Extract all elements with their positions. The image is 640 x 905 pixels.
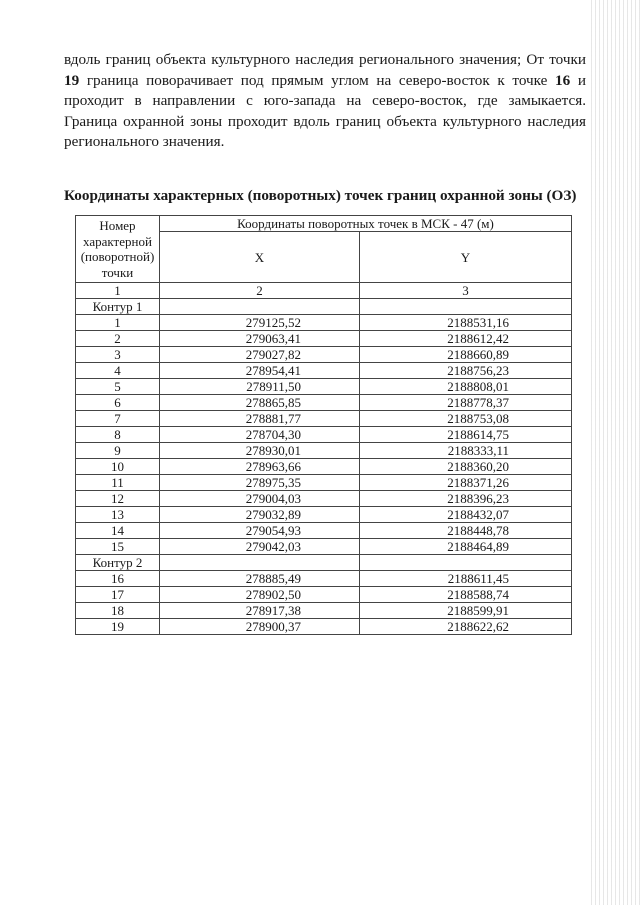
x-coordinate-cell: 278704,30	[160, 427, 360, 443]
x-coordinate-cell: 279054,93	[160, 523, 360, 539]
point-number-cell: 7	[76, 411, 160, 427]
x-coordinate-cell: 279004,03	[160, 491, 360, 507]
y-coordinate-cell: 2188464,89	[360, 539, 572, 555]
y-coordinate-cell: 2188448,78	[360, 523, 572, 539]
y-coordinate-cell: 2188622,62	[360, 619, 572, 635]
x-coordinate-cell: 278911,50	[160, 379, 360, 395]
y-coordinate-cell: 2188360,20	[360, 459, 572, 475]
point-number-cell: 15	[76, 539, 160, 555]
column-number-row	[76, 283, 572, 299]
x-coordinate-cell: 279032,89	[160, 507, 360, 523]
y-coordinate-cell: 2188778,37	[360, 395, 572, 411]
x-coordinate-cell: 278900,37	[160, 619, 360, 635]
table-row	[76, 491, 572, 507]
point-number-cell: 8	[76, 427, 160, 443]
y-coordinate-cell: 2188614,75	[360, 427, 572, 443]
point-number-cell: 2	[76, 331, 160, 347]
x-coordinate-cell: 278881,77	[160, 411, 360, 427]
y-coordinate-cell: 2188333,11	[360, 443, 572, 459]
table-row	[76, 571, 572, 587]
x-coordinate-cell: 278865,85	[160, 395, 360, 411]
x-coordinate-cell: 279125,52	[160, 315, 360, 331]
point-number-cell: 6	[76, 395, 160, 411]
table-row	[76, 395, 572, 411]
table-row	[76, 363, 572, 379]
table-row	[76, 539, 572, 555]
header-point-number: Номер характерной (поворотной) точки	[76, 216, 160, 283]
point-number-cell: 3	[76, 347, 160, 363]
y-coordinate-cell: 2188612,42	[360, 331, 572, 347]
contour-empty-cell	[360, 555, 572, 571]
column-number-2: 2	[160, 283, 360, 299]
table-row	[76, 315, 572, 331]
x-coordinate-cell: 279063,41	[160, 331, 360, 347]
scan-edge-lines	[588, 0, 640, 905]
x-coordinate-cell: 278917,38	[160, 603, 360, 619]
body-paragraph	[64, 50, 586, 153]
point-number-cell: 18	[76, 603, 160, 619]
y-coordinate-cell: 2188396,23	[360, 491, 572, 507]
table-title: Координаты характерных (поворотных) точек границ охранной зоны (ОЗ)	[64, 187, 577, 204]
y-coordinate-cell: 2188660,89	[360, 347, 572, 363]
point-number-cell: 14	[76, 523, 160, 539]
table-row	[76, 411, 572, 427]
contour-label: Контур 1	[76, 299, 160, 315]
y-coordinate-cell: 2188531,16	[360, 315, 572, 331]
paragraph-text-3: и проходит в направлении с юго-запада на северо-восток, где замыкается. Граница охранной зоны проходит вдоль границ объекта культурного наследия регионального значения.	[64, 71, 586, 150]
x-coordinate-cell: 278963,66	[160, 459, 360, 475]
point-number-cell: 9	[76, 443, 160, 459]
point-number-cell: 11	[76, 475, 160, 491]
table-row	[76, 587, 572, 603]
x-coordinate-cell: 278954,41	[160, 363, 360, 379]
x-coordinate-cell: 278902,50	[160, 587, 360, 603]
point-number-cell: 1	[76, 315, 160, 331]
table-row	[76, 427, 572, 443]
x-coordinate-cell: 279042,03	[160, 539, 360, 555]
paragraph-text-2: граница поворачивает под прямым углом на северо-восток к точке	[79, 71, 556, 89]
table-row	[76, 619, 572, 635]
point-number-cell: 16	[76, 571, 160, 587]
y-coordinate-cell: 2188371,26	[360, 475, 572, 491]
table-row	[76, 459, 572, 475]
contour-empty-cell	[160, 555, 360, 571]
coordinates-table	[75, 215, 572, 635]
y-coordinate-cell: 2188588,74	[360, 587, 572, 603]
contour-empty-cell	[360, 299, 572, 315]
y-coordinate-cell: 2188599,91	[360, 603, 572, 619]
point-number-cell: 10	[76, 459, 160, 475]
y-coordinate-cell: 2188808,01	[360, 379, 572, 395]
y-coordinate-cell: 2188753,08	[360, 411, 572, 427]
contour-empty-cell	[160, 299, 360, 315]
contour-row	[76, 555, 572, 571]
point-number-cell: 13	[76, 507, 160, 523]
column-number-1: 1	[76, 283, 160, 299]
point-number-cell: 17	[76, 587, 160, 603]
table-row	[76, 523, 572, 539]
point-number-cell: 5	[76, 379, 160, 395]
point-number-cell: 12	[76, 491, 160, 507]
header-row-1	[76, 216, 572, 232]
x-coordinate-cell: 279027,82	[160, 347, 360, 363]
paragraph-text-1: вдоль границ объекта культурного наследия регионального значения; От точки	[64, 51, 586, 68]
point-number-cell: 19	[76, 619, 160, 635]
header-y: Y	[360, 232, 572, 283]
header-x: X	[160, 232, 360, 283]
contour-label: Контур 2	[76, 555, 160, 571]
contour-row	[76, 299, 572, 315]
y-coordinate-cell: 2188432,07	[360, 507, 572, 523]
x-coordinate-cell: 278885,49	[160, 571, 360, 587]
x-coordinate-cell: 278930,01	[160, 443, 360, 459]
table-row	[76, 379, 572, 395]
point-number-cell: 4	[76, 363, 160, 379]
y-coordinate-cell: 2188611,45	[360, 571, 572, 587]
table-row	[76, 443, 572, 459]
header-coordinates: Координаты поворотных точек в МСК - 47 (м)	[160, 216, 572, 232]
column-number-3: 3	[360, 283, 572, 299]
x-coordinate-cell: 278975,35	[160, 475, 360, 491]
table-row	[76, 475, 572, 491]
paragraph-point-16: 16	[555, 71, 571, 89]
table-row	[76, 331, 572, 347]
y-coordinate-cell: 2188756,23	[360, 363, 572, 379]
paragraph-point-19: 19	[64, 71, 80, 89]
table-row	[76, 507, 572, 523]
table-row	[76, 603, 572, 619]
table-row	[76, 347, 572, 363]
